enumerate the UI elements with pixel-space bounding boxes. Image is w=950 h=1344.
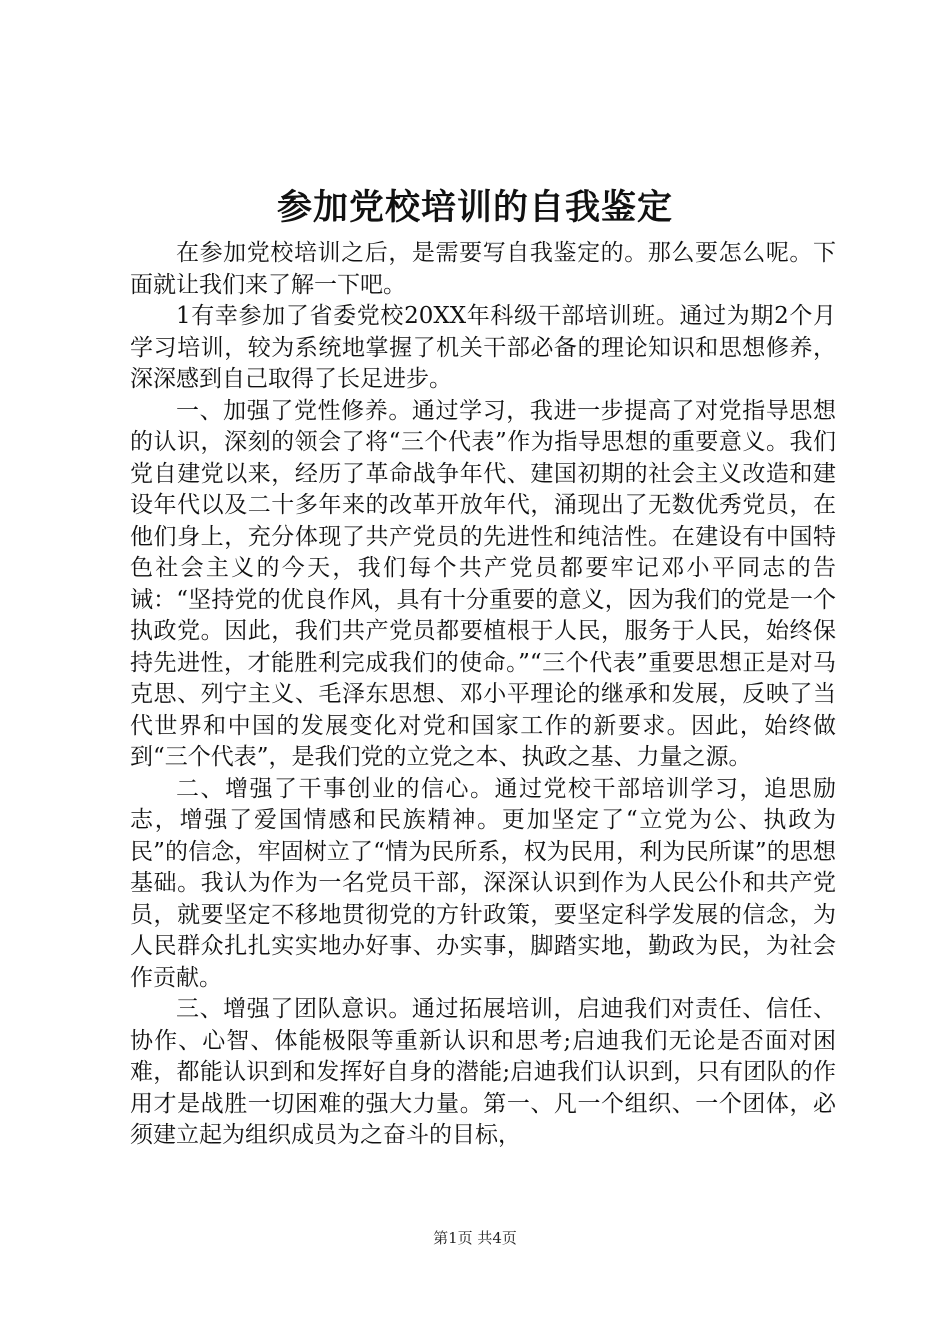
page-number-footer: 第1页 共4页 — [433, 1229, 517, 1247]
paragraph-summary: 1有幸参加了省委党校20XX年科级干部培训班。通过为期2个月学习培训，较为系统地掌握了机关干部必备的理论知识和思想修养，深深感到自己取得了长足进步。 — [130, 303, 836, 392]
paragraph-section-2: 二、增强了干事创业的信心。通过党校干部培训学习，追思励志，增强了爱国情感和民族精神。更加坚定了“立党为公、执政为民”的信念，牢固树立了“情为民所系，权为民用，利为民所谋”的思想基础。我认为作为一名党员干部，深深认识到作为人民公仆和共产党员，就要坚定不移地贯彻党的方针政策，要坚定科学发展的信念，为人民群众扎扎实实地办好事、办实事，脚踏实地，勤政为民，为社会作贡献。 — [130, 775, 836, 991]
paragraph-section-1: 一、加强了党性修养。通过学习，我进一步提高了对党指导思想的认识，深刻的领会了将“三个代表”作为指导思想的重要意义。我们党自建党以来，经历了革命战争年代、建国初期的社会主义改造和建设年代以及二十多年来的改革开放年代，涌现出了无数优秀党员，在他们身上，充分体现了共产党员的先进性和纯洁性。在建设有中国特色社会主义的今天，我们每个共产党员都要牢记邓小平同志的告诫：“坚持党的优良作风，具有十分重要的意义，因为我们的党是一个执政党。因此，我们共产党员都要植根于人民，服务于人民，始终保持先进性，才能胜利完成我们的使命。”“三个代表”重要思想正是对马克思、列宁主义、毛泽东思想、邓小平理论的继承和发展，反映了当代世界和中国的发展变化对党和国家工作的新要求。因此，始终做到“三个代表”，是我们党的立党之本、执政之基、力量之源。 — [130, 397, 836, 770]
document-body — [130, 238, 836, 1152]
paragraph-section-3: 三、增强了团队意识。通过拓展培训，启迪我们对责任、信任、协作、心智、体能极限等重新认识和思考;启迪我们无论是否面对困难，都能认识到和发挥好自身的潜能;启迪我们认识到，只有团队的作用才是战胜一切困难的强大力量。第一、凡一个组织、一个团体，必须建立起为组织成员为之奋斗的目标， — [130, 996, 836, 1148]
paragraph-intro: 在参加党校培训之后，是需要写自我鉴定的。那么要怎么呢。下面就让我们来了解一下吧。 — [130, 240, 836, 298]
document-title: 参加党校培训的自我鉴定 — [276, 187, 673, 228]
